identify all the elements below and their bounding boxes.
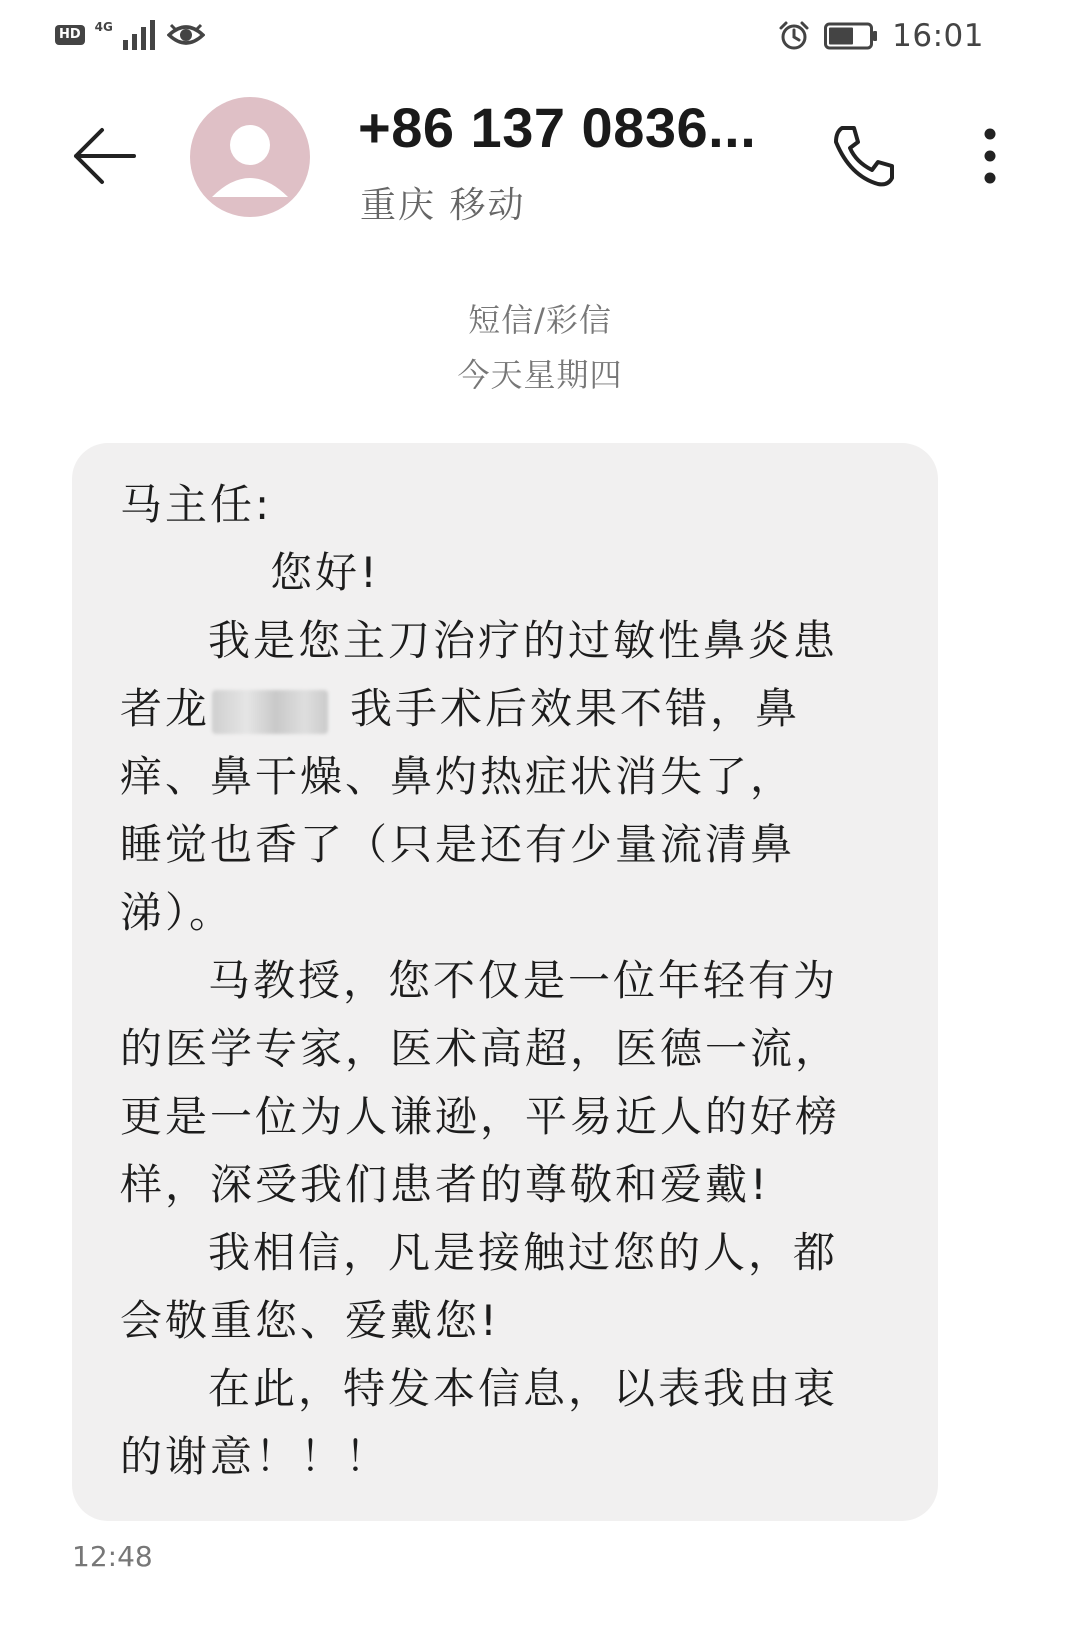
- message-bubble[interactable]: [72, 443, 938, 1521]
- message-line: 睡觉也香了（只是还有少量流清鼻: [120, 820, 796, 869]
- hd-badge: HD: [55, 25, 85, 45]
- more-vertical-icon: [960, 120, 1020, 192]
- network-type: 4G: [94, 20, 113, 34]
- back-button[interactable]: [68, 120, 140, 192]
- message-timestamp: 12:48: [72, 1540, 153, 1573]
- message-line: 在此，特发本信息，以表我由衷: [208, 1364, 839, 1413]
- message-text: [120, 471, 910, 1491]
- eye-icon: [167, 21, 205, 49]
- avatar[interactable]: [190, 97, 310, 217]
- status-bar-right: [778, 18, 984, 54]
- message-line: 痒、鼻干燥、鼻灼热症状消失了，: [120, 752, 796, 801]
- date-separator: 今天星期四: [457, 356, 623, 394]
- message-line: 我是您主刀治疗的过敏性鼻炎患: [208, 616, 839, 665]
- more-options-button[interactable]: [960, 120, 1020, 192]
- clock: 16:01: [892, 18, 984, 54]
- redacted-name: [212, 690, 328, 734]
- message-line-with-redaction: [120, 675, 910, 743]
- message-line: 会敬重您、爱戴您!: [120, 1296, 500, 1345]
- message-line-fragment: 我手术后效果不错，鼻: [350, 684, 801, 733]
- message-line: 更是一位为人谦逊，平易近人的好榜: [120, 1092, 841, 1141]
- message-line: 您好!: [270, 548, 380, 597]
- message-line: 样，深受我们患者的尊敬和爱戴!: [120, 1160, 770, 1209]
- phone-icon: [828, 120, 900, 192]
- battery-icon: [824, 22, 878, 50]
- contact-location: 重庆 移动: [360, 185, 526, 226]
- message-line: 涕）。: [120, 888, 235, 937]
- message-line-fragment: 者龙: [120, 684, 211, 733]
- contact-number: +86 137 0836...: [358, 96, 757, 159]
- status-bar: [0, 0, 1080, 80]
- conversation-header: [0, 85, 1080, 235]
- signal-icon: [123, 20, 157, 50]
- message-line: 的谢意！！！: [120, 1432, 391, 1481]
- message-line: 的医学专家，医术高超，医德一流，: [120, 1024, 841, 1073]
- alarm-icon: [778, 20, 810, 52]
- arrow-left-icon: [68, 120, 140, 192]
- message-type-label: 短信/彩信: [468, 301, 612, 339]
- call-button[interactable]: [828, 120, 900, 192]
- message-line: 马主任:: [120, 480, 273, 529]
- person-icon: [190, 97, 310, 217]
- status-bar-left: [55, 20, 205, 50]
- message-line: 马教授，您不仅是一位年轻有为: [208, 956, 839, 1005]
- message-line: 我相信，凡是接触过您的人，都: [208, 1228, 839, 1277]
